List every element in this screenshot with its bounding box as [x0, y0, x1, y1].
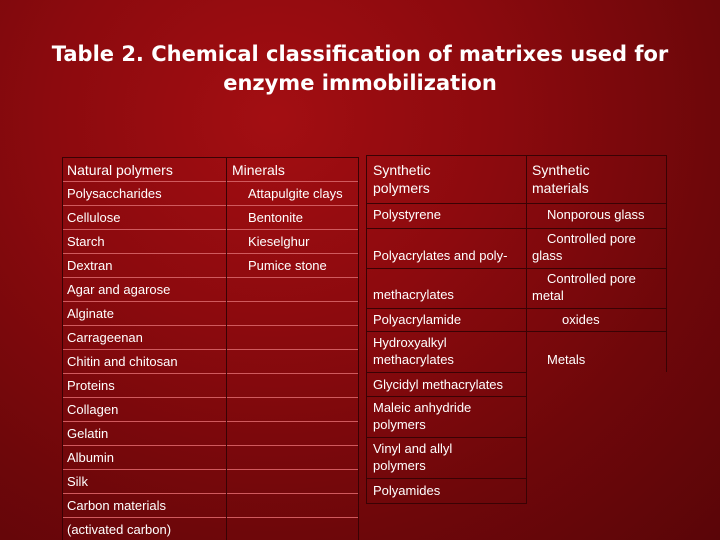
synthetic-polymer-item: methacrylates: [373, 287, 454, 302]
natural-polymer-item: Polysaccharides: [67, 186, 162, 201]
synthetic-material-item: glass: [532, 248, 563, 263]
header-natural-polymers: Natural polymers: [67, 162, 173, 178]
header-synthetic-polymers-line-2: polymers: [373, 180, 430, 196]
natural-polymer-item: Albumin: [67, 450, 114, 465]
natural-polymer-item: Proteins: [67, 378, 115, 393]
synthetic-polymer-item: polymers: [373, 417, 426, 432]
mineral-item: Attapulgite clays: [248, 186, 343, 201]
synthetic-polymer-item: methacrylates: [373, 352, 454, 367]
natural-polymer-item: Chitin and chitosan: [67, 354, 178, 369]
natural-polymer-item: Starch: [67, 234, 105, 249]
natural-polymer-item: Agar and agarose: [67, 282, 171, 297]
natural-polymer-item: Alginate: [67, 306, 114, 321]
mineral-item: Kieselghur: [248, 234, 310, 249]
synthetic-polymer-item: Glycidyl methacrylates: [373, 377, 504, 392]
title-line-2: enzyme immobilization: [223, 71, 497, 95]
mineral-item: Pumice stone: [248, 258, 327, 273]
title-line-1: Table 2. Chemical classification of matrixes used for: [51, 42, 669, 66]
natural-polymer-item: Gelatin: [67, 426, 109, 441]
synthetic-material-item: oxides: [562, 312, 600, 327]
synthetic-polymer-item: Maleic anhydride: [373, 400, 472, 415]
synthetic-material-item: metal: [532, 288, 564, 303]
synthetic-polymer-item: Vinyl and allyl: [373, 441, 453, 456]
synthetic-material-item: Nonporous glass: [547, 207, 645, 222]
header-minerals: Minerals: [232, 162, 285, 178]
natural-polymer-item: Carrageenan: [67, 330, 143, 345]
natural-polymer-item: Carbon materials: [67, 498, 166, 513]
synthetic-polymer-item: Polyamides: [373, 483, 441, 498]
synthetic-polymer-item: Polyacrylates and poly-: [373, 248, 508, 263]
synthetic-polymer-item: polymers: [373, 458, 426, 473]
synthetic-material-item: Metals: [547, 352, 586, 367]
natural-polymer-item: (activated carbon): [67, 522, 172, 537]
header-synthetic-materials-line-1: Synthetic: [532, 162, 590, 178]
synthetic-polymer-item: Hydroxyalkyl: [373, 335, 447, 350]
header-synthetic-materials-line-2: materials: [532, 180, 589, 196]
header-synthetic-polymers-line-1: Synthetic: [373, 162, 431, 178]
synthetic-polymer-item: Polystyrene: [373, 207, 441, 222]
natural-polymer-item: Cellulose: [67, 210, 121, 225]
natural-polymer-item: Collagen: [67, 402, 119, 417]
synthetic-polymer-item: Polyacrylamide: [373, 312, 462, 327]
natural-polymer-item: Dextran: [67, 258, 113, 273]
synthetic-material-item: Controlled pore: [547, 231, 636, 246]
mineral-item: Bentonite: [248, 210, 303, 225]
synthetic-material-item: Controlled pore: [547, 271, 636, 286]
natural-polymer-item: Silk: [67, 474, 88, 489]
